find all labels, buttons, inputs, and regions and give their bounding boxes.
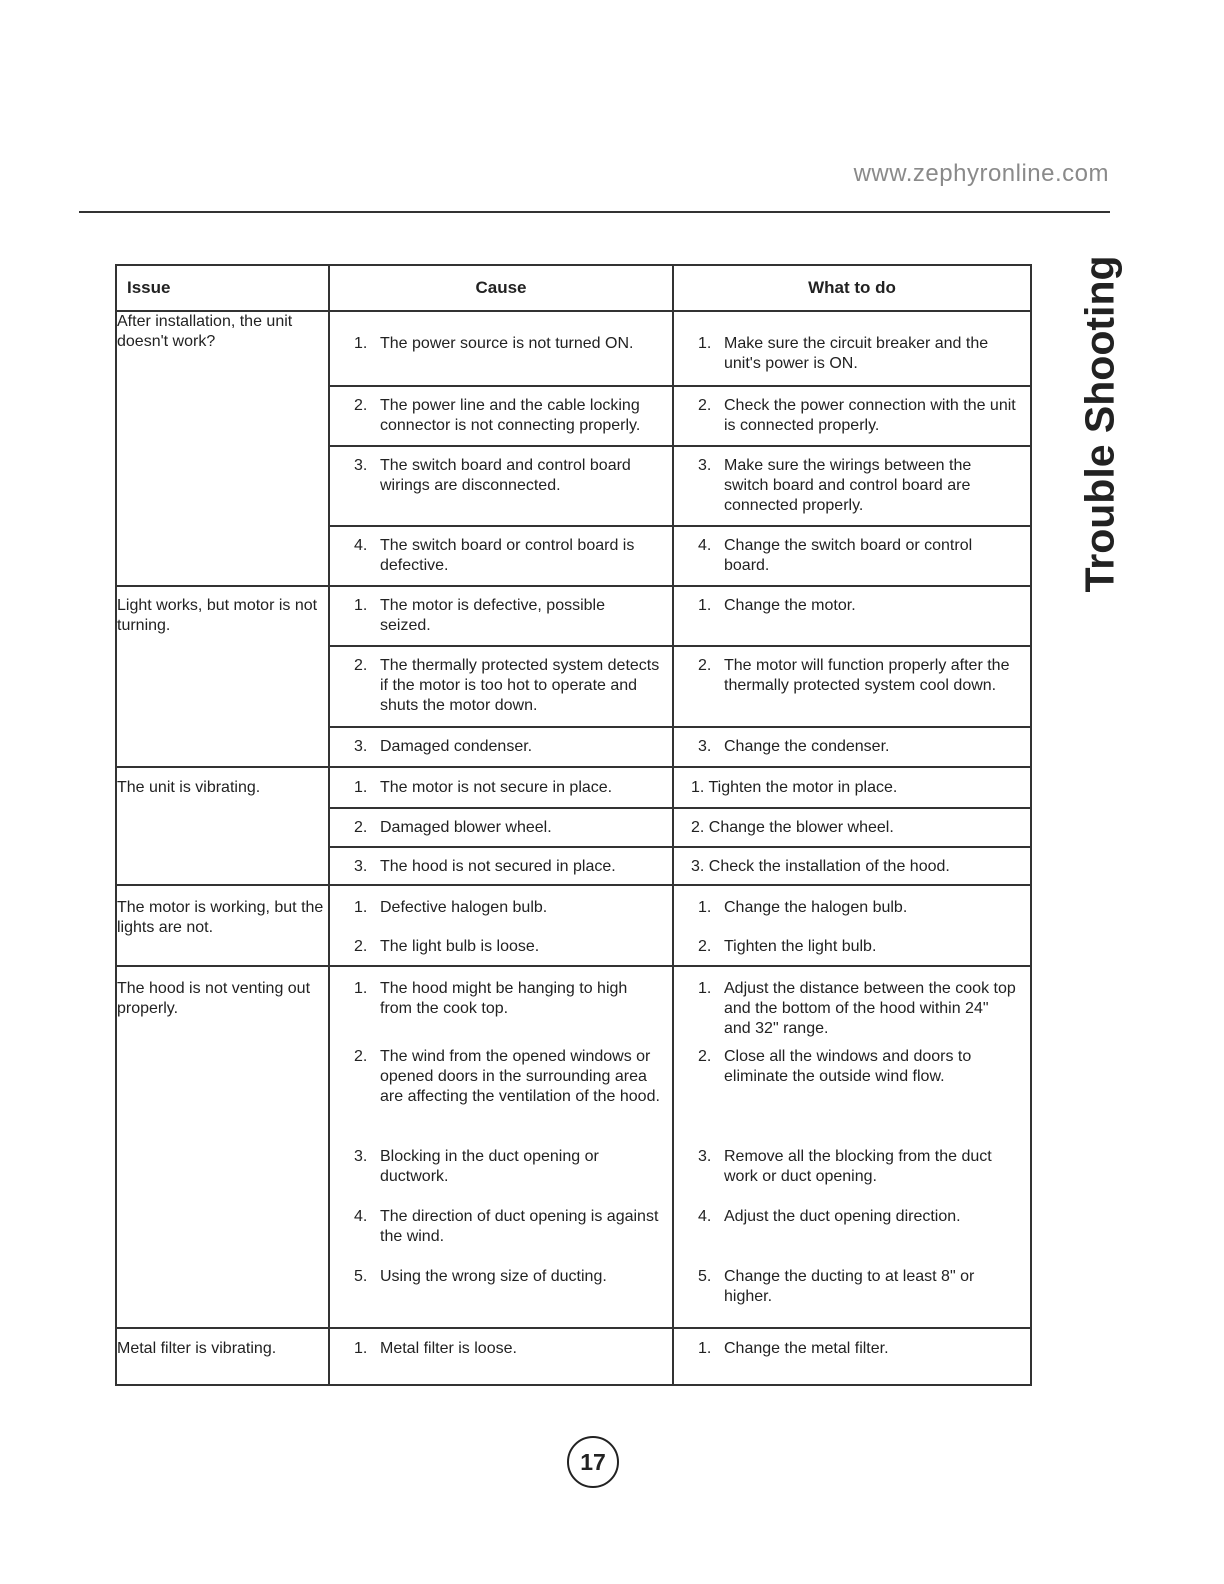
todo-cell [673, 386, 1031, 446]
cause-number: 2. [354, 819, 368, 836]
issue-cell: The motor is working, but the lights are not. [116, 885, 329, 966]
cause-number: 3. [354, 858, 368, 875]
todo-number: 3. [698, 738, 712, 755]
cause-text: Damaged condenser. [380, 738, 533, 755]
cause-text: Using the wrong size of ducting. [380, 1268, 607, 1285]
cause-text: The motor is not secure in place. [380, 779, 613, 796]
todo-cell [673, 586, 1031, 646]
todo-text: Close all the windows and doors to eliminate the outside wind flow. [724, 1048, 972, 1085]
header-what-to-do: What to do [673, 265, 1031, 311]
cause-number: 1. [354, 779, 368, 796]
cause-text: The thermally protected system detects if the motor is too hot to operate and shuts the motor down. [380, 657, 660, 714]
cause-number: 1. [354, 1340, 368, 1357]
todo-text: Check the power connection with the unit is connected properly. [724, 397, 1016, 434]
todo-text: Change the condenser. [724, 738, 890, 755]
header-divider [79, 211, 1110, 213]
cause-cell [329, 1328, 673, 1385]
table-row [116, 1328, 1031, 1385]
website-url: www.zephyronline.com [853, 160, 1109, 187]
todo-text: Tighten the light bulb. [724, 938, 877, 955]
cause-number: 5. [354, 1268, 368, 1285]
cause-number: 3. [354, 738, 368, 755]
todo-number: 2. [698, 938, 712, 955]
todo-number: 1. [698, 597, 712, 614]
table-header-row [116, 265, 1031, 311]
todo-text: Adjust the duct opening direction. [724, 1208, 961, 1225]
cause-cell [329, 727, 673, 767]
todo-text: Make sure the circuit breaker and the unit's power is ON. [724, 335, 989, 372]
cause-cell [329, 646, 673, 727]
cause-text: Blocking in the duct opening or ductwork. [380, 1148, 599, 1185]
cause-text: The power line and the cable locking connector is not connecting properly. [380, 397, 641, 434]
cause-cell [329, 1267, 673, 1328]
todo-cell [673, 885, 1031, 925]
todo-text: Change the switch board or control board. [724, 537, 973, 574]
todo-number: 1. [698, 980, 712, 997]
cause-number: 1. [354, 597, 368, 614]
todo-number: 4. [698, 1208, 712, 1225]
todo-number: 3. [698, 457, 712, 474]
cause-cell [329, 767, 673, 808]
cause-number: 2. [354, 938, 368, 955]
todo-number: 3. [698, 1148, 712, 1165]
todo-number: 2. [698, 397, 712, 414]
cause-text: The hood is not secured in place. [380, 858, 616, 875]
todo-cell [673, 526, 1031, 586]
todo-cell [673, 767, 1031, 808]
cause-number: 3. [354, 1148, 368, 1165]
issue-cell: The hood is not venting out properly. [116, 966, 329, 1328]
header-issue: Issue [116, 265, 329, 311]
todo-cell [673, 1147, 1031, 1207]
cause-number: 2. [354, 397, 368, 414]
todo-cell [673, 646, 1031, 727]
issue-cell: Metal filter is vibrating. [116, 1328, 329, 1385]
todo-cell [673, 1207, 1031, 1267]
troubleshooting-table [115, 264, 1032, 1386]
issue-cell: After installation, the unit doesn't work? [116, 311, 329, 586]
table-row [116, 767, 1031, 808]
cause-number: 2. [354, 1048, 368, 1065]
table-row [116, 586, 1031, 646]
todo-cell [673, 727, 1031, 767]
todo-text: Make sure the wirings between the switch board and control board are connected properly. [724, 457, 972, 514]
cause-cell [329, 386, 673, 446]
todo-cell [673, 966, 1031, 1047]
cause-text: Defective halogen bulb. [380, 899, 548, 916]
issue-cell: Light works, but motor is not turning. [116, 586, 329, 767]
cause-cell [329, 446, 673, 526]
cause-text: Damaged blower wheel. [380, 819, 552, 836]
cause-number: 2. [354, 657, 368, 674]
todo-cell [673, 847, 1031, 885]
cause-text: The power source is not turned ON. [380, 335, 634, 352]
cause-text: The switch board or control board is defective. [380, 537, 635, 574]
todo-cell [673, 925, 1031, 966]
todo-number: 4. [698, 537, 712, 554]
cause-text: The direction of duct opening is against the wind. [380, 1208, 659, 1245]
todo-number: 2. [698, 657, 712, 674]
todo-text: The motor will function properly after the thermally protected system cool down. [724, 657, 1010, 694]
cause-text: The light bulb is loose. [380, 938, 540, 955]
header-cause: Cause [329, 265, 673, 311]
cause-cell [329, 311, 673, 386]
cause-cell [329, 1147, 673, 1207]
cause-text: The switch board and control board wirings are disconnected. [380, 457, 631, 494]
todo-number: 1. [698, 899, 712, 916]
todo-text: Remove all the blocking from the duct work or duct opening. [724, 1148, 992, 1185]
todo-text: Change the halogen bulb. [724, 899, 908, 916]
todo-text: Change the metal filter. [724, 1340, 889, 1357]
todo-cell [673, 446, 1031, 526]
cause-cell [329, 885, 673, 925]
cause-cell [329, 586, 673, 646]
todo-number: 1. [698, 1340, 712, 1357]
side-title-text: Trouble Shooting [1076, 254, 1123, 593]
cause-text: The wind from the opened windows or opened doors in the surrounding area are affecting the ventilation of the hood. [380, 1048, 660, 1105]
todo-text: 2. Change the blower wheel. [691, 819, 894, 836]
cause-text: Metal filter is loose. [380, 1340, 517, 1357]
todo-cell [673, 1267, 1031, 1328]
cause-number: 1. [354, 335, 368, 352]
todo-text: Change the ducting to at least 8" or higher. [724, 1268, 975, 1305]
cause-cell [329, 966, 673, 1047]
todo-cell [673, 808, 1031, 847]
page-number-badge [566, 1435, 620, 1489]
cause-cell [329, 1207, 673, 1267]
table-row [116, 966, 1031, 1047]
cause-number: 4. [354, 537, 368, 554]
cause-cell [329, 847, 673, 885]
cause-cell [329, 1047, 673, 1147]
cause-text: The motor is defective, possible seized. [380, 597, 605, 634]
todo-cell [673, 311, 1031, 386]
cause-number: 1. [354, 980, 368, 997]
cause-cell [329, 925, 673, 966]
cause-cell [329, 526, 673, 586]
issue-cell: The unit is vibrating. [116, 767, 329, 885]
todo-cell [673, 1047, 1031, 1147]
todo-cell [673, 1328, 1031, 1385]
todo-text: Change the motor. [724, 597, 856, 614]
cause-text: The hood might be hanging to high from the cook top. [380, 980, 628, 1017]
todo-text: Adjust the distance between the cook top and the bottom of the hood within 24" and 32" range. [724, 980, 1016, 1037]
todo-text: 1. Tighten the motor in place. [691, 779, 898, 796]
side-title [1075, 246, 1125, 601]
todo-number: 5. [698, 1268, 712, 1285]
todo-text: 3. Check the installation of the hood. [691, 858, 950, 875]
cause-number: 3. [354, 457, 368, 474]
page-number: 17 [580, 1449, 606, 1475]
table-row [116, 311, 1031, 386]
table-row [116, 885, 1031, 925]
cause-cell [329, 808, 673, 847]
cause-number: 1. [354, 899, 368, 916]
cause-number: 4. [354, 1208, 368, 1225]
todo-number: 1. [698, 335, 712, 352]
todo-number: 2. [698, 1048, 712, 1065]
